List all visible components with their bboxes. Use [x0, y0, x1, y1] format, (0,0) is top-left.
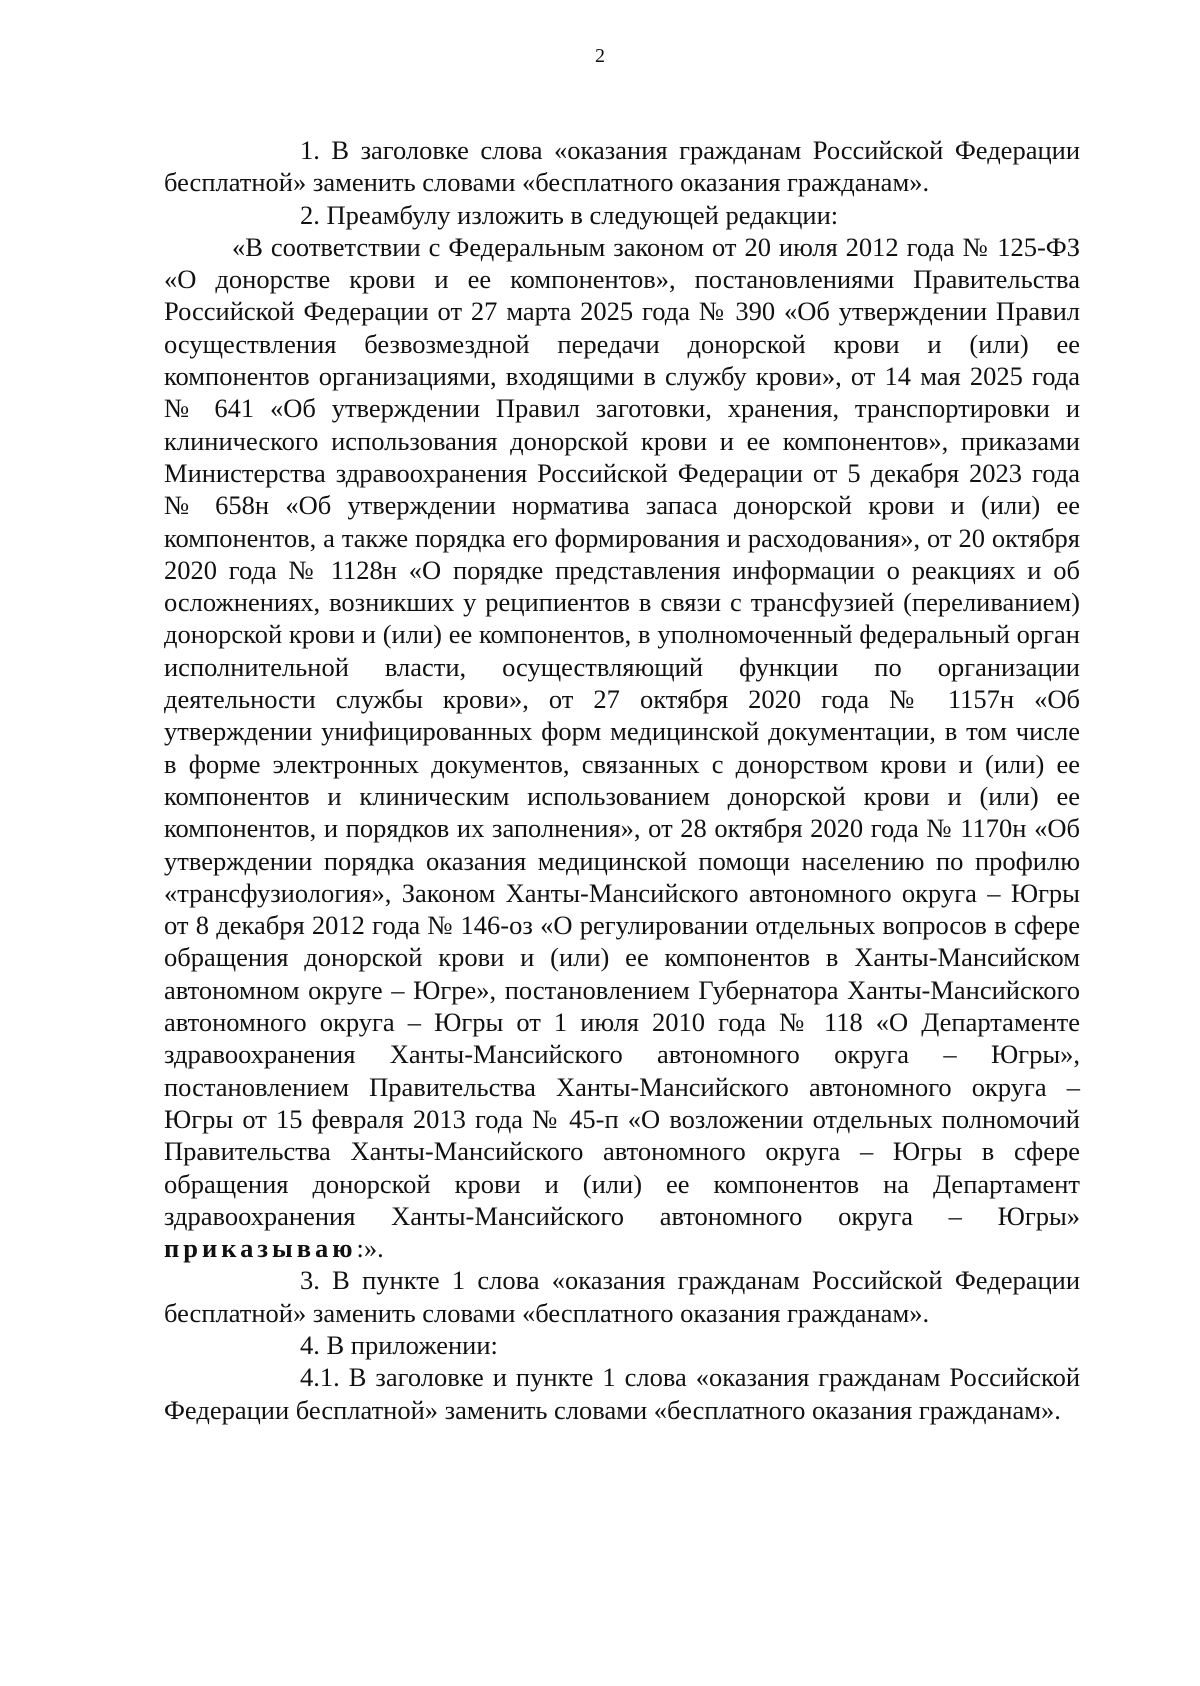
page-number: 2 — [595, 45, 605, 67]
document-body — [164, 134, 1080, 1426]
preamble-ending: :». — [356, 1233, 384, 1264]
paragraph-number: 4. — [300, 1329, 320, 1360]
paragraph-text: В заголовке слова «оказания гражданам Российской Федерации бесплатной» заменить словами «бесплатного оказания гражданам». — [164, 135, 1080, 198]
emphasis-word: приказываю — [164, 1233, 357, 1264]
paragraph-2 — [164, 199, 1080, 231]
paragraph-number: 2. — [300, 199, 320, 230]
paragraph-text: В заголовке и пункте 1 слова «оказания гражданам Российской Федерации бесплатной» заменить словами «бесплатного оказания гражданам». — [164, 1362, 1080, 1425]
paragraph-text: В приложении: — [326, 1329, 498, 1360]
paragraph-1 — [164, 134, 1080, 199]
paragraph-number: 1. — [300, 135, 320, 165]
preamble-text: «В соответствии с Федеральным законом от 20 июля 2012 года № 125-ФЗ «О донорстве крови и ее компонентов», постановлениями Правительства Российской Федерации от 27 марта 2025 года № 390 «Об утверждении Правил осуществления безвозмездной передачи донорской крови и (или) ее компонентов организациями, входящими в службу крови», от 14 мая 2025 года № 641 «Об утверждении Правил заготовки, хранения, транспортировки и клинического использования донорской крови и ее компонентов», приказами Министерства здравоохранения Российской Федерации от 5 декабря 2023 года № 658н «Об утверждении норматива запаса донорской крови и (или) ее компонентов, а также порядка его формирования и расходования», от 20 октября 2020 года № 1128н «О порядке представления информации о реакциях и об осложнениях, возникших у реципиентов в связи с трансфузией (переливанием) донорской крови и (или) ее компонентов, в уполномоченный федеральный орган исполнительной власти, осуществляющий функции по организации деятельности службы крови», от 27 октября 2020 года № 1157н «Об утверждении унифицированных форм медицинской документации, в том числе в форме электронных документов, связанных с донорством крови и (или) ее компонентов и клиническим использованием донорской крови и (или) ее компонентов, и порядков их заполнения», от 28 октября 2020 года № 1170н «Об утверждении порядка оказания медицинской помощи населению по профилю «трансфузиология», Законом Ханты-Мансийского автономного округа – Югры от 8 декабря 2012 года № 146-оз «О регулировании отдельных вопросов в сфере обращения донорской крови и (или) ее компонентов в Ханты-Мансийском автономном округе – Югре», постановлением Губернатора Ханты-Мансийского автономного округа – Югры от 1 июля 2010 года № 118 «О Департаменте здравоохранения Ханты-Мансийского автономного округа – Югры», постановлением Правительства Ханты-Мансийского автономного округа – Югры от 15 февраля 2013 года № 45-п «О возложении отдельных полномочий Правительства Ханты-Мансийского автономного округа – Югры в сфере обращения донорской крови и (или) ее компонентов на Департамент здравоохранения Ханты-Мансийского автономного округа – Югры» — [164, 231, 1080, 1231]
preamble-paragraph — [164, 231, 1080, 1265]
paragraph-number: 3. — [300, 1265, 320, 1296]
paragraph-text: Преамбулу изложить в следующей редакции: — [326, 199, 839, 230]
paragraph-number: 4.1. — [300, 1362, 340, 1393]
paragraph-4 — [164, 1329, 1080, 1361]
paragraph-4-1 — [164, 1361, 1080, 1426]
paragraph-3 — [164, 1264, 1080, 1329]
paragraph-text: В пункте 1 слова «оказания гражданам Российской Федерации бесплатной» заменить словами «бесплатного оказания гражданам». — [164, 1265, 1081, 1328]
